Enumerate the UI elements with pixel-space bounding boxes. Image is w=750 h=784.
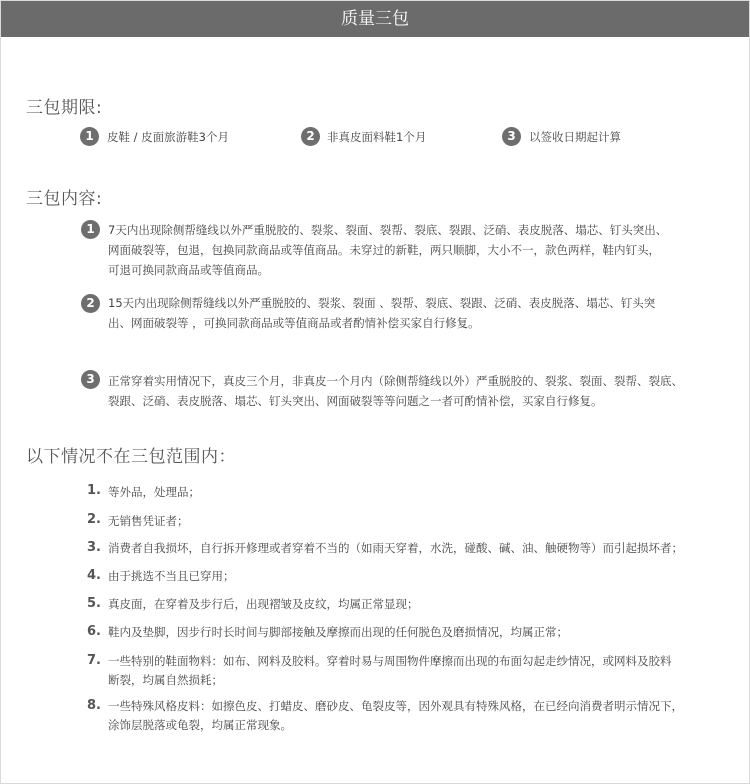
- content-number-1: 1: [81, 220, 100, 239]
- content-item-3-line: 裂跟、泛硝、表皮脱落、塌芯、钉头突出、网面破裂等等问题之一者可酌情补偿，买家自行修复。: [108, 394, 603, 408]
- excluded-item-5: [108, 595, 718, 614]
- period-item-1: 皮鞋 / 皮面旅游鞋3个月: [107, 130, 230, 144]
- excluded-item-8-line: 一些特殊风格皮料：如擦色皮、打蜡皮、磨砂皮、龟裂皮等，因外观具有特殊风格，在已经向消费者明示情况下，: [108, 699, 683, 713]
- excluded-number-2: 2.: [87, 512, 101, 527]
- content-item-1-line: 可退可换同款商品或等值商品。: [108, 263, 269, 277]
- excluded-item-7: [108, 652, 718, 690]
- content-number-3: 3: [81, 370, 100, 389]
- excluded-item-2: [108, 512, 718, 531]
- content-item-2-line: 15天内出现除侧帮缝线以外严重脱胶的、裂浆、裂面 、裂帮、裂底、裂跟、泛硝、表皮脱落、塌芯、钉头突: [108, 296, 656, 310]
- excluded-title: 以下情况不在三包范围内：: [26, 447, 236, 467]
- period-number-3: 3: [502, 127, 521, 146]
- content-item-3: [108, 371, 723, 411]
- excluded-number-3: 3.: [87, 540, 101, 555]
- excluded-number-6: 6.: [87, 624, 101, 639]
- excluded-item-7-line: 断裂，均属自然损耗；: [108, 673, 223, 687]
- content-number-2: 2: [81, 294, 100, 313]
- header-title: 质量三包: [341, 9, 409, 29]
- excluded-item-8: [108, 697, 718, 735]
- excluded-item-6-line: 鞋内及垫脚，因步行时长时间与脚部接触及摩擦而出现的任何脱色及磨损情况，均属正常；: [108, 625, 568, 639]
- excluded-item-4-line: 由于挑选不当且已穿用；: [108, 569, 235, 583]
- excluded-item-1-line: 等外品，处理品；: [108, 485, 200, 499]
- period-number-1: 1: [80, 127, 99, 146]
- header-bar: [1, 1, 749, 37]
- period-item-2: 非真皮面料鞋1个月: [327, 130, 427, 144]
- excluded-number-8: 8.: [87, 698, 101, 713]
- content-title: 三包内容:: [26, 189, 103, 209]
- excluded-item-5-line: 真皮面，在穿着及步行后，出现褶皱及皮纹，均属正常显现；: [108, 597, 419, 611]
- content-item-3-line: 正常穿着实用情况下，真皮三个月，非真皮一个月内（除侧帮缝线以外）严重脱胶的、裂浆、裂面、裂帮、裂底、: [108, 374, 683, 388]
- period-title: 三包期限:: [26, 98, 103, 118]
- excluded-item-8-line: 涂饰层脱落或龟裂，均属正常现象。: [108, 718, 292, 732]
- period-item-3: 以签收日期起计算: [529, 130, 621, 144]
- excluded-item-1: [108, 483, 718, 502]
- content-item-1: [108, 220, 723, 280]
- excluded-number-4: 4.: [87, 568, 101, 583]
- content-item-1-line: 网面破裂等，包退，包换同款商品或等值商品。未穿过的新鞋，两只顺脚，大小不一，款色两样，鞋内钉头，: [108, 243, 660, 257]
- content-item-1-line: 7天内出现除侧帮缝线以外严重脱胶的、裂浆、裂面、裂帮、裂底、裂跟、泛硝、表皮脱落、塌芯、钉头突出、: [108, 223, 668, 237]
- content-item-2: [108, 293, 723, 333]
- excluded-number-7: 7.: [87, 653, 101, 668]
- excluded-number-1: 1.: [87, 483, 101, 498]
- period-number-2: 2: [301, 127, 320, 146]
- excluded-item-7-line: 一些特别的鞋面物料：如布、网料及胶料。穿着时易与周围物件摩擦而出现的布面勾起走纱情况，或网料及胶料: [108, 654, 672, 668]
- excluded-item-6: [108, 623, 718, 642]
- excluded-item-4: [108, 567, 718, 586]
- excluded-item-3: [108, 539, 718, 558]
- content-item-2-line: 出、网面破裂等 ，可换同款商品或等值商品或者酌情补偿买家自行修复。: [108, 316, 480, 330]
- excluded-item-2-line: 无销售凭证者；: [108, 514, 189, 528]
- excluded-item-3-line: 消费者自我损坏，自行拆开修理或者穿着不当的（如雨天穿着，水洗，碰酸、碱、油、触硬物等）而引起损坏者；: [108, 541, 683, 555]
- excluded-number-5: 5.: [87, 596, 101, 611]
